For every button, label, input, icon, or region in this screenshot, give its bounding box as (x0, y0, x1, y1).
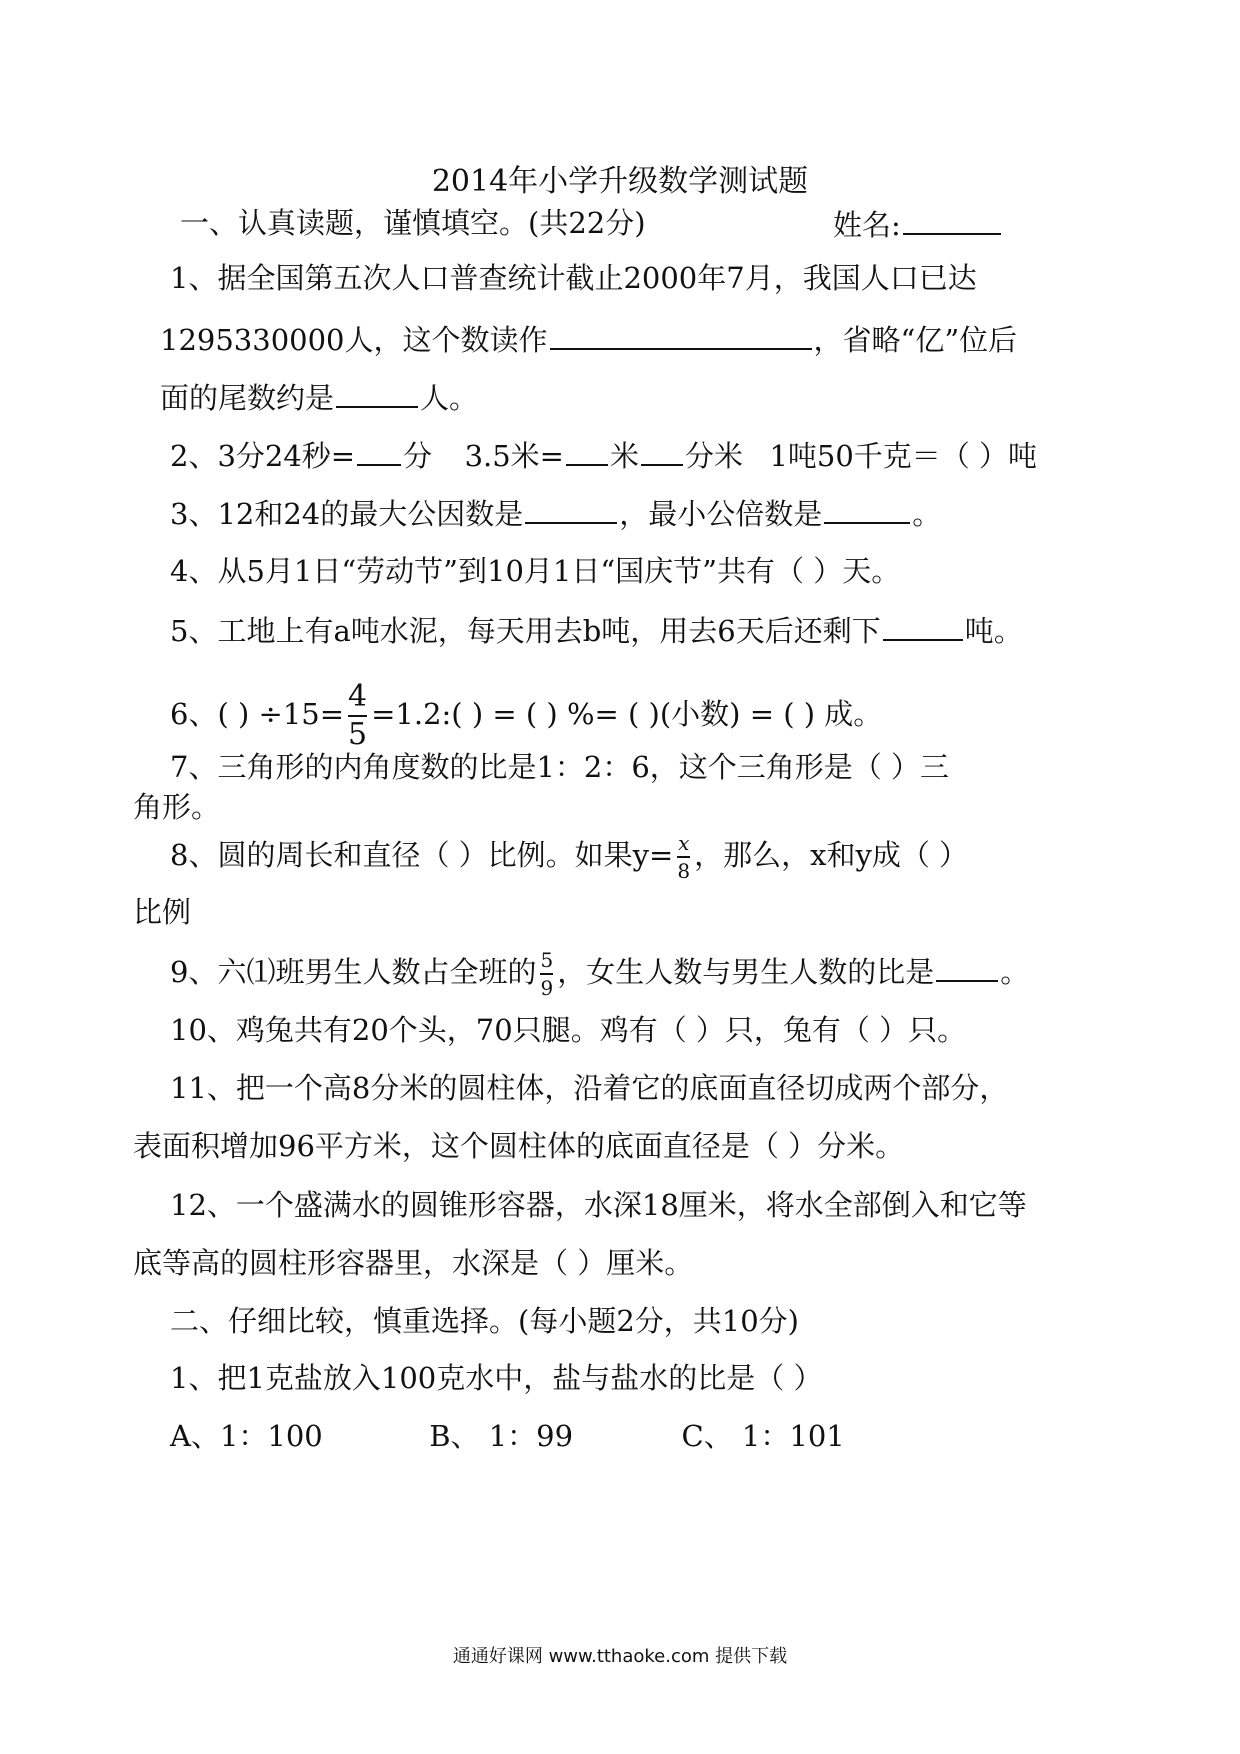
question-1-line-3: 面的尾数约是 人。 (160, 376, 478, 418)
footer-credit: 通通好课网 www.tthaoke.com 提供下载 (452, 1646, 788, 1667)
section-2-heading: 二、仔细比较，慎重选择。(每小题2分，共10分) (170, 1304, 799, 1338)
question-11-line-1: 11、把一个高8分米的圆柱体，沿着它的底面直径切成两个部分， (170, 1071, 1009, 1105)
question-12-line-1: 12、一个盛满水的圆锥形容器，水深18厘米，将水全部倒入和它等 (170, 1188, 1027, 1222)
decimeters-blank[interactable] (641, 434, 683, 466)
question-12-line-2: 底等高的圆柱形容器里，水深是（ ）厘米。 (133, 1246, 694, 1280)
question-11-line-2: 表面积增加96平方米，这个圆柱体的底面直径是（ ）分米。 (133, 1129, 905, 1163)
section-2-question-1: 1、把1克盐放入100克水中，盐与盐水的比是（ ） (170, 1361, 823, 1395)
gcd-blank[interactable] (525, 492, 617, 524)
question-7-line-1: 7、三角形的内角度数的比是1：2：6，这个三角形是（ ）三 (170, 750, 950, 784)
section-2-question-1-options (170, 1416, 845, 1456)
fraction-five-ninths: $\frac{5}{9}$ (540, 948, 554, 1000)
meters-blank[interactable] (566, 434, 608, 466)
reading-blank[interactable] (550, 318, 812, 350)
question-2: 2、3分24秒= 分 3.5米= 米 分米 1吨50千克＝（ ）吨 (170, 434, 1037, 476)
minutes-blank[interactable] (357, 434, 401, 466)
ratio-blank[interactable] (936, 950, 998, 982)
question-6: 6、( ) ÷15= $\frac{4}{5}$ =1.2:( ) = ( ) %= ( )(小数) = ( ) 成。 (170, 679, 883, 752)
question-8-line-1: 8、圆的周长和直径（ ）比例。如果y= $\frac{x}{8}$ ，那么，x和y成（ ） (170, 831, 969, 883)
question-1-line-2: 1295330000人，这个数读作 ，省略“亿”位后 (160, 318, 1017, 360)
lcm-blank[interactable] (824, 492, 910, 524)
question-9: 9、六⑴班男生人数占全班的 $\frac{5}{9}$ ，女生人数与男生人数的比是 。 (170, 948, 1030, 1000)
question-3: 3、12和24的最大公因数是 ，最小公倍数是 。 (170, 492, 941, 534)
fraction-four-fifths: $\frac{4}{5}$ (348, 679, 368, 752)
option-c[interactable]: C、 1：101 (681, 1419, 845, 1453)
fraction-x-over-8: $\frac{x}{8}$ (677, 831, 691, 883)
name-field: 姓名: (833, 203, 1003, 245)
question-8-line-2: 比例 (133, 895, 192, 929)
section-1-heading: 一、认真读题，谨慎填空。(共22分) (180, 206, 646, 240)
question-4: 4、从5月1日“劳动节”到10月1日“国庆节”共有（ ）天。 (170, 554, 901, 588)
option-a[interactable]: A、1：100 (170, 1419, 323, 1453)
question-1-line-1: 1、据全国第五次人口普查统计截止2000年7月，我国人口已达 (170, 261, 977, 295)
name-blank[interactable] (903, 203, 1001, 235)
option-b[interactable]: B、 1：99 (429, 1419, 574, 1453)
question-5: 5、工地上有a吨水泥，每天用去b吨，用去6天后还剩下 吨。 (170, 609, 1023, 651)
estimate-blank[interactable] (336, 376, 418, 408)
question-7-line-2: 角形。 (133, 790, 221, 824)
remaining-blank[interactable] (883, 609, 963, 641)
page-title: 2014年小学升级数学测试题 (431, 164, 809, 199)
question-10: 10、鸡兔共有20个头，70只腿。鸡有（ ）只，兔有（ ）只。 (170, 1013, 967, 1047)
